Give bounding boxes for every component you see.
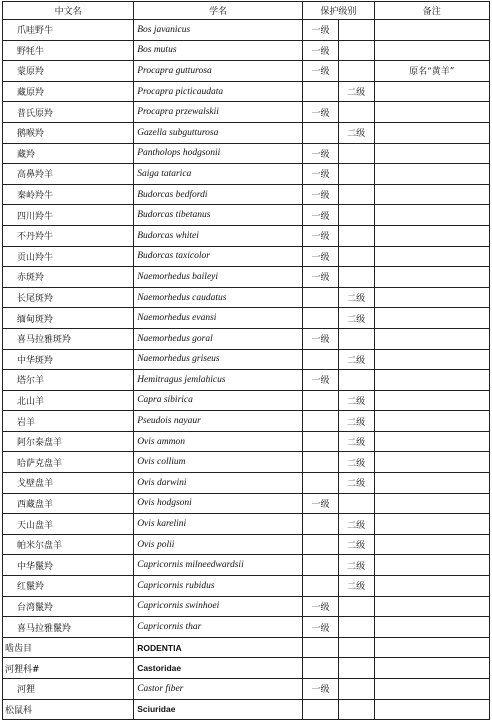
grade-2-cell (338, 205, 374, 226)
table-row (3, 576, 490, 597)
table-row (3, 40, 490, 61)
grade-1-cell (303, 390, 339, 411)
note-cell (374, 699, 489, 720)
table-row (3, 699, 490, 720)
grade-1-cell (303, 699, 339, 720)
table-row (3, 637, 490, 658)
grade-1-cell: 一级 (303, 679, 339, 700)
table-row (3, 267, 490, 288)
note-cell (374, 576, 489, 597)
table-row (3, 452, 490, 473)
cn-name-cell: 藏羚 (3, 143, 134, 164)
cn-name-cell: 喜马拉雅斑羚 (3, 328, 134, 349)
table-row (3, 20, 490, 41)
grade-1-cell: 一级 (303, 164, 339, 185)
grade-1-cell: 一级 (303, 184, 339, 205)
sci-name-cell: Castoridae (134, 658, 303, 679)
grade-1-cell (303, 411, 339, 432)
cn-name-cell: 秦岭羚牛 (3, 184, 134, 205)
sci-name-cell: Budorcas tibetanus (134, 205, 303, 226)
grade-1-cell: 一级 (303, 596, 339, 617)
grade-2-cell (338, 596, 374, 617)
sci-name-cell: Bos javanicus (134, 20, 303, 41)
note-cell (374, 596, 489, 617)
note-cell (374, 390, 489, 411)
cn-name-cell: 台湾鬣羚 (3, 596, 134, 617)
grade-2-cell (338, 493, 374, 514)
sci-name-cell: Procapra gutturosa (134, 61, 303, 82)
note-cell (374, 370, 489, 391)
grade-2-cell (338, 617, 374, 638)
grade-2-cell (338, 225, 374, 246)
sci-name-cell: Ovis darwini (134, 473, 303, 494)
grade-1-cell: 一级 (303, 61, 339, 82)
grade-2-cell: 二级 (338, 349, 374, 370)
grade-2-cell: 二级 (338, 411, 374, 432)
grade-2-cell (338, 328, 374, 349)
grade-2-cell (338, 679, 374, 700)
cn-name-cell: 中华鬣羚 (3, 555, 134, 576)
grade-1-cell (303, 308, 339, 329)
cn-name-cell: 哈萨克盘羊 (3, 452, 134, 473)
table-body (3, 20, 490, 720)
cn-name-cell: 塔尔羊 (3, 370, 134, 391)
sci-name-cell: Gazella subgutturosa (134, 122, 303, 143)
sci-name-cell: Naemorhedus caudatus (134, 287, 303, 308)
grade-2-cell: 二级 (338, 431, 374, 452)
table-row (3, 81, 490, 102)
sci-name-cell: Ovis ammon (134, 431, 303, 452)
header-note: 备注 (374, 2, 489, 20)
note-cell (374, 20, 489, 41)
grade-1-cell (303, 452, 339, 473)
cn-name-cell: 爪哇野牛 (3, 20, 134, 41)
note-cell (374, 555, 489, 576)
grade-1-cell: 一级 (303, 225, 339, 246)
note-cell (374, 411, 489, 432)
table-row (3, 493, 490, 514)
note-cell (374, 184, 489, 205)
cn-name-cell: 鹅喉羚 (3, 122, 134, 143)
sci-name-cell: Capricornis thar (134, 617, 303, 638)
sci-name-cell: Capricornis milneedwardsii (134, 555, 303, 576)
grade-2-cell: 二级 (338, 576, 374, 597)
note-cell (374, 658, 489, 679)
table-row (3, 205, 490, 226)
cn-name-cell: 蒙原羚 (3, 61, 134, 82)
table-row (3, 617, 490, 638)
cn-name-cell: 野牦牛 (3, 40, 134, 61)
grade-1-cell (303, 658, 339, 679)
sci-name-cell: Bos mutus (134, 40, 303, 61)
sci-name-cell: Ovis karelini (134, 514, 303, 535)
cn-name-cell: 四川羚牛 (3, 205, 134, 226)
sci-name-cell: Capricornis rubidus (134, 576, 303, 597)
table-row (3, 390, 490, 411)
grade-1-cell: 一级 (303, 493, 339, 514)
grade-1-cell: 一级 (303, 205, 339, 226)
species-protection-table (2, 1, 490, 720)
header-cn-name: 中文名 (3, 2, 134, 20)
table-row (3, 122, 490, 143)
cn-name-cell: 普氏原羚 (3, 102, 134, 123)
table-row (3, 225, 490, 246)
cn-name-cell: 不丹羚牛 (3, 225, 134, 246)
sci-name-cell: Budorcas whitei (134, 225, 303, 246)
cn-name-cell: 岩羊 (3, 411, 134, 432)
grade-2-cell: 二级 (338, 534, 374, 555)
sci-name-cell: Budorcas bedfordi (134, 184, 303, 205)
table-row (3, 287, 490, 308)
grade-1-cell: 一级 (303, 102, 339, 123)
note-cell: 原名“黄羊” (374, 61, 489, 82)
grade-1-cell (303, 534, 339, 555)
sci-name-cell: Castor fiber (134, 679, 303, 700)
table-row (3, 514, 490, 535)
note-cell (374, 431, 489, 452)
grade-1-cell (303, 349, 339, 370)
cn-name-cell: 高鼻羚羊 (3, 164, 134, 185)
grade-2-cell: 二级 (338, 473, 374, 494)
grade-2-cell: 二级 (338, 81, 374, 102)
note-cell (374, 514, 489, 535)
sci-name-cell: Capra sibirica (134, 390, 303, 411)
cn-name-cell: 北山羊 (3, 390, 134, 411)
sci-name-cell: Ovis hodgsoni (134, 493, 303, 514)
table-row (3, 102, 490, 123)
note-cell (374, 349, 489, 370)
sci-name-cell: Sciuridae (134, 699, 303, 720)
grade-2-cell (338, 61, 374, 82)
cn-name-cell: 松鼠科 (3, 699, 134, 720)
sci-name-cell: Pseudois nayaur (134, 411, 303, 432)
table-row (3, 164, 490, 185)
grade-2-cell (338, 184, 374, 205)
note-cell (374, 225, 489, 246)
table-header-row (3, 2, 490, 20)
table-row (3, 349, 490, 370)
grade-2-cell (338, 20, 374, 41)
grade-1-cell (303, 555, 339, 576)
grade-2-cell: 二级 (338, 514, 374, 535)
sci-name-cell: Capricornis swinhoei (134, 596, 303, 617)
note-cell (374, 122, 489, 143)
note-cell (374, 493, 489, 514)
grade-1-cell (303, 473, 339, 494)
cn-name-cell: 喜马拉雅鬣羚 (3, 617, 134, 638)
grade-1-cell: 一级 (303, 20, 339, 41)
note-cell (374, 164, 489, 185)
note-cell (374, 81, 489, 102)
grade-1-cell (303, 576, 339, 597)
table-row (3, 658, 490, 679)
table-row (3, 184, 490, 205)
note-cell (374, 534, 489, 555)
grade-1-cell: 一级 (303, 143, 339, 164)
cn-name-cell: 缅甸斑羚 (3, 308, 134, 329)
grade-2-cell (338, 40, 374, 61)
note-cell (374, 102, 489, 123)
note-cell (374, 637, 489, 658)
sci-name-cell: Naemorhedus baileyi (134, 267, 303, 288)
table-row (3, 143, 490, 164)
cn-name-cell: 中华斑羚 (3, 349, 134, 370)
table-row (3, 370, 490, 391)
cn-name-cell: 天山盘羊 (3, 514, 134, 535)
grade-1-cell: 一级 (303, 617, 339, 638)
cn-name-cell: 赤斑羚 (3, 267, 134, 288)
note-cell (374, 40, 489, 61)
grade-1-cell: 一级 (303, 328, 339, 349)
grade-1-cell (303, 287, 339, 308)
sci-name-cell: Pantholops hodgsonii (134, 143, 303, 164)
note-cell (374, 328, 489, 349)
note-cell (374, 473, 489, 494)
grade-2-cell (338, 658, 374, 679)
note-cell (374, 308, 489, 329)
sci-name-cell: Saiga tatarica (134, 164, 303, 185)
grade-1-cell (303, 81, 339, 102)
grade-1-cell (303, 122, 339, 143)
sci-name-cell: Naemorhedus griseus (134, 349, 303, 370)
note-cell (374, 267, 489, 288)
note-cell (374, 143, 489, 164)
note-cell (374, 205, 489, 226)
cn-name-cell: 长尾斑羚 (3, 287, 134, 308)
grade-2-cell: 二级 (338, 452, 374, 473)
table-row (3, 328, 490, 349)
sci-name-cell: Ovis collium (134, 452, 303, 473)
grade-2-cell (338, 102, 374, 123)
grade-2-cell (338, 267, 374, 288)
header-protection-level: 保护级别 (303, 2, 374, 20)
table-row (3, 246, 490, 267)
cn-name-cell: 啮齿目 (3, 637, 134, 658)
grade-2-cell (338, 143, 374, 164)
cn-name-cell: 河狸科# (3, 658, 134, 679)
table-row (3, 555, 490, 576)
sci-name-cell: Procapra picticaudata (134, 81, 303, 102)
note-cell (374, 287, 489, 308)
grade-2-cell (338, 164, 374, 185)
sci-name-cell: Hemitragus jemlahicus (134, 370, 303, 391)
note-cell (374, 617, 489, 638)
table-row (3, 61, 490, 82)
grade-1-cell (303, 431, 339, 452)
grade-1-cell: 一级 (303, 370, 339, 391)
grade-1-cell (303, 637, 339, 658)
table-row (3, 679, 490, 700)
note-cell (374, 246, 489, 267)
grade-1-cell (303, 514, 339, 535)
table-row (3, 596, 490, 617)
table-row (3, 431, 490, 452)
table-row (3, 411, 490, 432)
grade-1-cell: 一级 (303, 246, 339, 267)
table-row (3, 473, 490, 494)
grade-1-cell: 一级 (303, 40, 339, 61)
cn-name-cell: 贡山羚牛 (3, 246, 134, 267)
cn-name-cell: 红鬣羚 (3, 576, 134, 597)
cn-name-cell: 帕米尔盘羊 (3, 534, 134, 555)
header-sci-name: 学名 (134, 2, 303, 20)
grade-2-cell: 二级 (338, 122, 374, 143)
cn-name-cell: 藏原羚 (3, 81, 134, 102)
sci-name-cell: Ovis polii (134, 534, 303, 555)
sci-name-cell: Naemorhedus goral (134, 328, 303, 349)
table-row (3, 534, 490, 555)
cn-name-cell: 西藏盘羊 (3, 493, 134, 514)
sci-name-cell: RODENTIA (134, 637, 303, 658)
cn-name-cell: 阿尔泰盘羊 (3, 431, 134, 452)
grade-2-cell (338, 370, 374, 391)
grade-2-cell: 二级 (338, 390, 374, 411)
grade-2-cell (338, 246, 374, 267)
note-cell (374, 679, 489, 700)
grade-2-cell (338, 637, 374, 658)
sci-name-cell: Procapra przewalskii (134, 102, 303, 123)
note-cell (374, 452, 489, 473)
sci-name-cell: Budorcas taxicolor (134, 246, 303, 267)
grade-2-cell (338, 699, 374, 720)
sci-name-cell: Naemorhedus evansi (134, 308, 303, 329)
cn-name-cell: 戈壁盘羊 (3, 473, 134, 494)
grade-1-cell: 一级 (303, 267, 339, 288)
table-row (3, 308, 490, 329)
cn-name-cell: 河狸 (3, 679, 134, 700)
grade-2-cell: 二级 (338, 308, 374, 329)
grade-2-cell: 二级 (338, 287, 374, 308)
grade-2-cell: 二级 (338, 555, 374, 576)
